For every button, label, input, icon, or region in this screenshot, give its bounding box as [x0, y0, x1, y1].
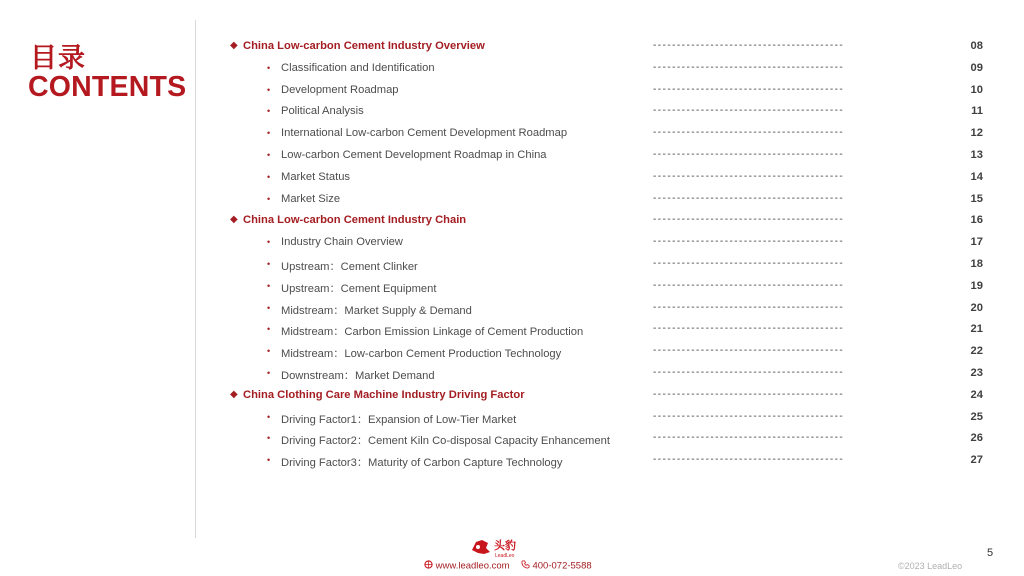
toc-item-row[interactable]: [0, 232, 1024, 254]
toc-page-number: 25: [970, 410, 983, 423]
toc-item-row[interactable]: [0, 319, 1024, 341]
toc-label: Driving Factor1：Expansion of Low-Tier Market: [281, 413, 517, 426]
logo-en-text: LeadLeo: [495, 553, 515, 559]
toc-leader-dots: ----------------------------------------: [653, 432, 845, 444]
phone-number: 400-072-5588: [532, 560, 592, 572]
dot-bullet-icon: •: [267, 324, 271, 335]
toc-leader-dots: ----------------------------------------: [653, 454, 845, 466]
toc-leader-dots: ----------------------------------------: [653, 214, 845, 226]
toc-page-number: 24: [970, 388, 983, 401]
toc-item-row[interactable]: [0, 341, 1024, 363]
toc-page-number: 11: [971, 105, 983, 118]
toc-leader-dots: ----------------------------------------: [653, 410, 845, 422]
toc-label: China Low-carbon Cement Industry Overview: [243, 40, 485, 52]
diamond-bullet-icon: ◆: [230, 388, 238, 400]
dot-bullet-icon: •: [267, 346, 271, 357]
toc-label: Upstream：Cement Equipment: [281, 282, 437, 295]
website-link[interactable]: www.leadleo.com: [435, 560, 510, 572]
dot-bullet-icon: •: [267, 411, 271, 422]
toc-item-row[interactable]: [0, 58, 1024, 80]
toc-page-number: 23: [970, 366, 983, 379]
toc-label: Midstream：Market Supply & Demand: [281, 304, 472, 317]
dot-bullet-icon: •: [267, 237, 271, 248]
toc-label: Upstream：Cement Clinker: [281, 260, 418, 273]
toc-leader-dots: ----------------------------------------: [653, 170, 845, 182]
toc-leader-dots: ----------------------------------------: [653, 40, 845, 51]
toc-page-number: 09: [970, 61, 983, 74]
footer-contact: [424, 560, 592, 572]
toc-leader-dots: ----------------------------------------: [653, 148, 845, 160]
logo-cn-text: 头豹: [494, 539, 516, 552]
toc-label: Development Roadmap: [281, 83, 399, 96]
toc-page-number: 19: [970, 279, 983, 292]
toc-leader-dots: ----------------------------------------: [653, 61, 845, 73]
diamond-bullet-icon: ◆: [230, 40, 238, 51]
toc-label: Driving Factor2：Cement Kiln Co-disposal Capacity Enhancement: [281, 435, 610, 448]
toc-label: International Low-carbon Cement Development Roadmap: [281, 127, 568, 140]
toc-leader-dots: ----------------------------------------: [653, 83, 845, 95]
toc-item-row[interactable]: [0, 363, 1024, 385]
toc-item-row[interactable]: [0, 407, 1024, 429]
toc-label: Midstream：Low-carbon Cement Production Technology: [281, 348, 562, 361]
toc-label: Downstream：Market Demand: [281, 369, 435, 382]
dot-bullet-icon: •: [267, 84, 271, 95]
dot-bullet-icon: •: [267, 106, 271, 117]
toc-page-number: 16: [970, 214, 983, 227]
page-title-cn: 目录: [30, 43, 86, 74]
leadleo-logo: [470, 534, 540, 562]
dot-bullet-icon: •: [267, 193, 271, 204]
toc-page-number: 15: [970, 192, 983, 205]
globe-icon: [424, 561, 436, 572]
toc-page-number: 17: [970, 236, 983, 249]
toc-label: Political Analysis: [281, 105, 364, 118]
dot-bullet-icon: •: [267, 128, 271, 139]
table-of-contents: [0, 36, 1024, 472]
toc-leader-dots: ----------------------------------------: [653, 388, 845, 400]
toc-label: Market Status: [281, 170, 351, 183]
toc-label: China Clothing Care Machine Industry Driving Factor: [243, 388, 525, 401]
toc-leader-dots: ----------------------------------------: [653, 105, 845, 117]
copyright-notice: ©2023 LeadLeo: [898, 561, 963, 571]
toc-page-number: 27: [970, 454, 983, 467]
toc-label: Industry Chain Overview: [281, 236, 403, 249]
toc-item-row[interactable]: [0, 189, 1024, 211]
toc-page-number: 12: [970, 127, 983, 140]
toc-label: Midstream：Carbon Emission Linkage of Cement Production: [281, 326, 584, 339]
toc-section-row[interactable]: [0, 36, 1024, 58]
dot-bullet-icon: •: [267, 302, 271, 313]
toc-leader-dots: ----------------------------------------: [653, 323, 845, 335]
toc-page-number: 22: [970, 345, 983, 358]
toc-item-row[interactable]: [0, 428, 1024, 450]
dot-bullet-icon: •: [267, 258, 271, 269]
dot-bullet-icon: •: [267, 62, 271, 73]
toc-leader-dots: ----------------------------------------: [653, 301, 845, 313]
toc-leader-dots: ----------------------------------------: [653, 257, 845, 269]
toc-item-row[interactable]: [0, 276, 1024, 298]
toc-item-row[interactable]: [0, 80, 1024, 102]
diamond-bullet-icon: ◆: [230, 214, 238, 226]
toc-label: Driving Factor3：Maturity of Carbon Capture Technology: [281, 457, 563, 470]
toc-page-number: 13: [970, 148, 983, 161]
toc-label: Low-carbon Cement Development Roadmap in China: [281, 148, 547, 161]
toc-section-row[interactable]: [0, 210, 1024, 232]
toc-label: China Low-carbon Cement Industry Chain: [243, 214, 467, 227]
toc-leader-dots: ----------------------------------------: [653, 236, 845, 248]
toc-page-number: 08: [970, 40, 983, 52]
toc-label: Market Size: [281, 192, 341, 205]
dot-bullet-icon: •: [267, 455, 271, 466]
toc-page-number: 18: [970, 257, 983, 270]
toc-leader-dots: ----------------------------------------: [653, 192, 845, 204]
toc-page-number: 14: [970, 170, 983, 183]
toc-item-row[interactable]: [0, 167, 1024, 189]
toc-leader-dots: ----------------------------------------: [653, 345, 845, 357]
toc-page-number: 26: [970, 432, 983, 445]
phone-icon: [521, 561, 533, 572]
toc-item-row[interactable]: [0, 254, 1024, 276]
toc-item-row[interactable]: [0, 101, 1024, 123]
toc-leader-dots: ----------------------------------------: [653, 279, 845, 291]
page-title-en: CONTENTS: [28, 71, 187, 103]
dot-bullet-icon: •: [267, 280, 271, 291]
toc-leader-dots: ----------------------------------------: [653, 127, 845, 139]
toc-page-number: 21: [970, 323, 983, 336]
dot-bullet-icon: •: [267, 367, 271, 378]
dot-bullet-icon: •: [267, 171, 271, 182]
toc-item-row[interactable]: [0, 123, 1024, 145]
page-number: 5: [987, 547, 994, 559]
dot-bullet-icon: •: [267, 433, 271, 444]
toc-leader-dots: ----------------------------------------: [653, 366, 845, 378]
toc-item-row[interactable]: [0, 298, 1024, 320]
toc-page-number: 10: [970, 83, 983, 96]
toc-item-row[interactable]: [0, 145, 1024, 167]
toc-item-row[interactable]: [0, 450, 1024, 472]
toc-label: Classification and Identification: [281, 61, 435, 74]
dot-bullet-icon: •: [267, 149, 271, 160]
toc-page-number: 20: [970, 301, 983, 314]
toc-section-row[interactable]: [0, 385, 1024, 407]
